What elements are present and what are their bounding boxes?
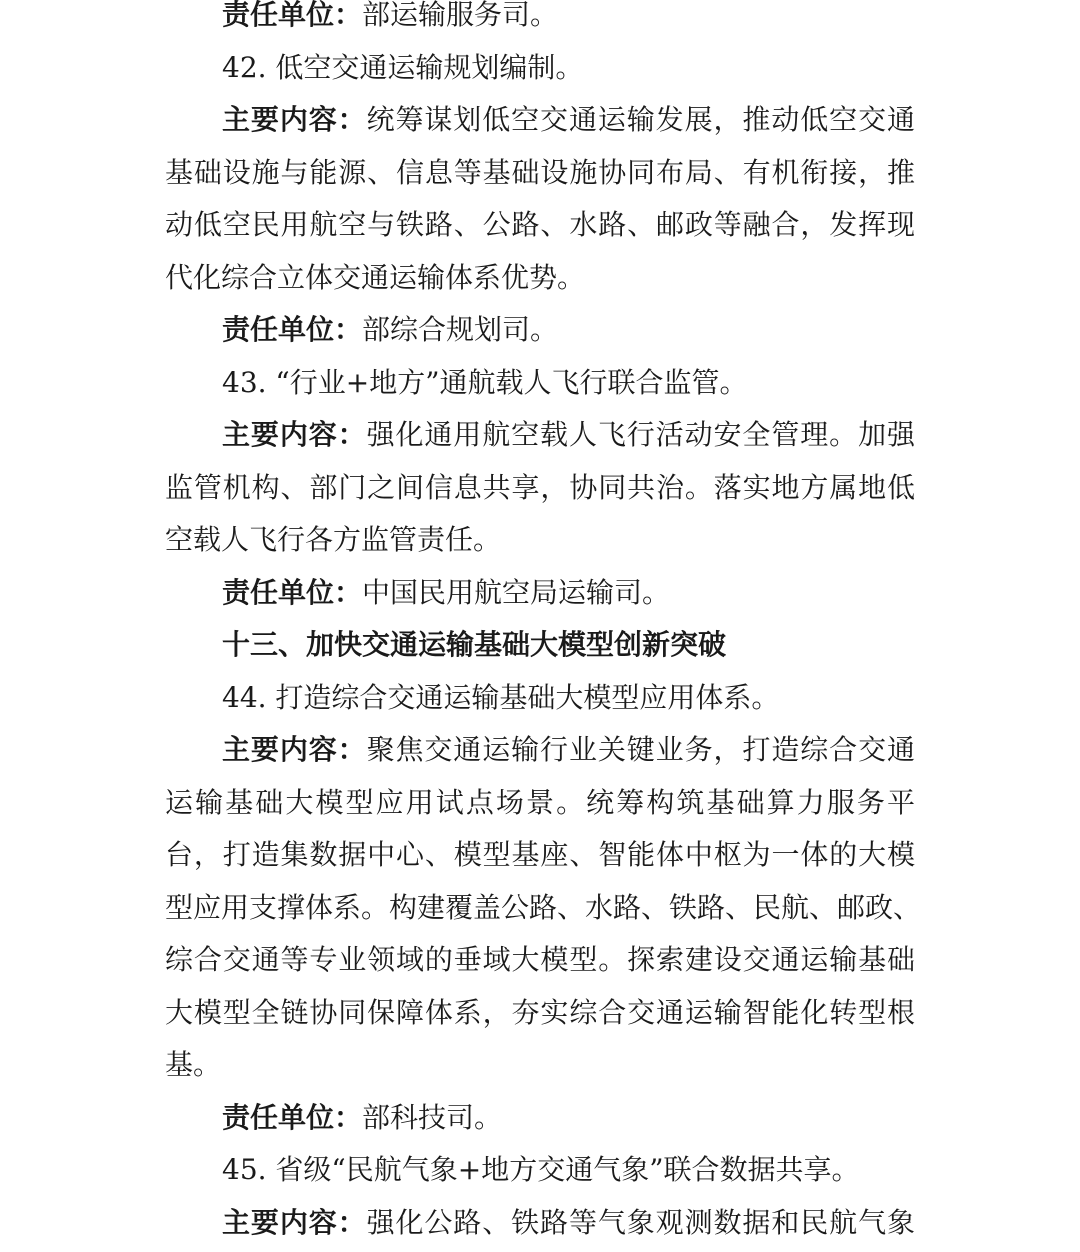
line-text: 聚焦交通运输行业关键业务，打造综合交通 [366,733,915,766]
paragraph-line [165,995,915,1031]
line-text: 45. 省级“民航气象+地方交通气象”联合数据共享。 [222,1153,860,1186]
line-text: 部运输服务司。 [362,0,559,31]
line-text: 43. “行业+地方”通航载人飞行联合监管。 [222,366,748,399]
line-text: 统筹谋划低空交通运输发展，推动低空交通 [366,103,915,136]
paragraph-line [165,155,915,191]
line-text: 十三、加快交通运输基础大模型创新突破 [222,628,727,661]
responsible-unit-line [222,575,915,611]
responsible-unit-label: 责任单位： [222,0,363,31]
responsible-unit-line [222,1100,915,1136]
line-text: 台，打造集数据中心、模型基座、智能体中枢为一体的大模 [165,838,915,871]
section-heading [222,627,915,663]
responsible-unit-label: 责任单位： [222,313,363,346]
line-text: 部科技司。 [362,1101,503,1134]
main-content-label: 主要内容： [222,103,367,136]
paragraph-line [222,1205,915,1241]
line-text: 代化综合立体交通运输体系优势。 [165,261,586,294]
paragraph-line [165,785,915,821]
paragraph-line [222,732,915,768]
paragraph-line [165,1047,915,1083]
line-text: 强化通用航空载人飞行活动安全管理。加强 [366,418,915,451]
paragraph-line [222,102,915,138]
paragraph-line [165,890,922,926]
item-title [222,680,915,716]
responsible-unit-label: 责任单位： [222,576,363,609]
responsible-unit-line [222,0,915,33]
line-text: 中国民用航空局运输司。 [362,576,671,609]
responsible-unit-label: 责任单位： [222,1101,363,1134]
line-text: 基础设施与能源、信息等基础设施协同布局、有机衔接，推 [165,156,915,189]
line-text: 部综合规划司。 [362,313,559,346]
paragraph-line [222,417,915,453]
main-content-label: 主要内容： [222,418,367,451]
paragraph-line [165,260,915,296]
line-text: 综合交通等专业领域的垂域大模型。探索建设交通运输基础 [165,943,915,976]
item-title [222,365,915,401]
line-text: 动低空民用航空与铁路、公路、水路、邮政等融合，发挥现 [165,208,915,241]
line-text: 44. 打造综合交通运输基础大模型应用体系。 [222,681,780,714]
line-text: 基。 [165,1048,222,1081]
line-text: 监管机构、部门之间信息共享，协同共治。落实地方属地低 [165,471,915,504]
line-text: 强化公路、铁路等气象观测数据和民航气象 [366,1206,915,1239]
main-content-label: 主要内容： [222,733,367,766]
item-title [222,50,915,86]
responsible-unit-line [222,312,915,348]
paragraph-line [165,207,915,243]
main-content-label: 主要内容： [222,1206,367,1239]
paragraph-line [165,522,915,558]
paragraph-line [165,942,915,978]
paragraph-line [165,837,915,873]
line-text: 42. 低空交通运输规划编制。 [222,51,584,84]
item-title [222,1152,915,1188]
line-text: 运输基础大模型应用试点场景。统筹构筑基础算力服务平 [165,786,915,819]
line-text: 型应用支撑体系。构建覆盖公路、水路、铁路、民航、邮政、 [165,891,922,924]
paragraph-line [165,470,915,506]
line-text: 大模型全链协同保障体系，夯实综合交通运输智能化转型根 [165,996,915,1029]
line-text: 空载人飞行各方监管责任。 [165,523,502,556]
